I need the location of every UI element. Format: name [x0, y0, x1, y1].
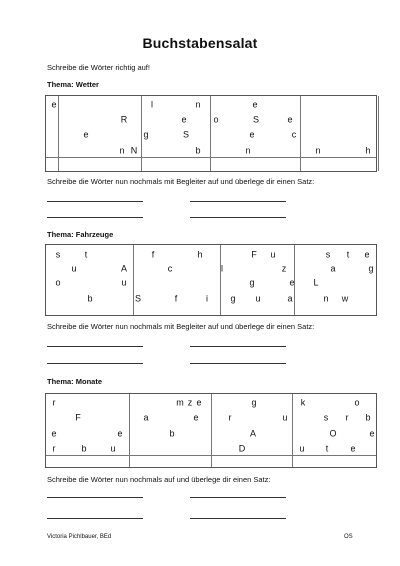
scrambled-letter: D [238, 443, 246, 454]
scrambled-letter: a [143, 412, 149, 423]
theme-heading-fahrzeuge: Thema: Fahrzeuge [47, 230, 114, 239]
grid-row-divider [46, 157, 376, 158]
scrambled-letter: g [143, 129, 149, 140]
scrambled-letter: h [197, 249, 203, 260]
scrambled-letter: F [251, 249, 257, 260]
scrambled-letter: e [51, 428, 57, 439]
scrambled-letter: g [230, 293, 236, 304]
scrambled-letter: N [130, 145, 138, 156]
scrambled-letter: e [289, 277, 295, 288]
grid-row-divider [46, 455, 376, 456]
scrambled-letter: n [245, 145, 251, 156]
scrambled-letter: l [221, 263, 223, 274]
scrambled-letter: u [299, 443, 305, 454]
scrambled-letter: e [51, 99, 57, 110]
scrambled-letter: o [354, 397, 360, 408]
scrambled-letter: n [323, 293, 329, 304]
scrambled-letter: e [252, 99, 258, 110]
scrambled-letter: u [255, 293, 261, 304]
scrambled-letter: t [325, 443, 329, 454]
scrambled-letter: l [151, 99, 153, 110]
grid-column-divider [129, 394, 130, 467]
intro-instruction: Schreibe die Wörter richtig auf! [47, 63, 150, 72]
answer-line[interactable] [190, 201, 286, 202]
letter-grid-wetter [45, 95, 377, 172]
answer-line[interactable] [47, 518, 143, 519]
scrambled-letter: S [182, 129, 190, 140]
scrambled-letter: w [341, 293, 349, 304]
scrambled-letter: r [228, 412, 232, 423]
letter-grid-monate [45, 393, 377, 468]
scrambled-letter: e [193, 412, 199, 423]
answer-line[interactable] [190, 497, 286, 498]
answer-line[interactable] [47, 346, 143, 347]
scrambled-letter: e [249, 129, 255, 140]
scrambled-letter: o [55, 277, 61, 288]
scrambled-letter: r [345, 412, 349, 423]
grid-column-divider [210, 96, 211, 171]
scrambled-letter: O [329, 428, 337, 439]
scrambled-letter: b [195, 145, 201, 156]
scrambled-letter: e [364, 249, 370, 260]
scrambled-letter: s [323, 412, 329, 423]
scrambled-letter: b [81, 443, 87, 454]
scrambled-letter: g [251, 397, 257, 408]
scrambled-letter: g [368, 263, 374, 274]
scrambled-letter: z [187, 397, 193, 408]
answer-line[interactable] [190, 217, 286, 218]
scrambled-letter: e [196, 397, 202, 408]
grid-column-divider [133, 245, 134, 315]
scrambled-letter: h [365, 145, 371, 156]
grid-column-divider [300, 96, 301, 171]
scrambled-letter: e [181, 114, 187, 125]
scrambled-letter: n [119, 145, 125, 156]
scrambled-letter: i [206, 293, 208, 304]
scrambled-letter: b [365, 412, 371, 423]
scrambled-letter: f [151, 249, 155, 260]
scrambled-letter: a [330, 263, 336, 274]
scrambled-letter: g [249, 277, 255, 288]
scrambled-letter: f [174, 293, 178, 304]
scrambled-letter: o [213, 114, 219, 125]
scrambled-letter: F [75, 412, 81, 423]
instruction-monate: Schreibe die Wörter nun nochmals auf und überlege dir einen Satz: [47, 475, 271, 484]
scrambled-letter: s [325, 249, 331, 260]
scrambled-letter: z [281, 263, 287, 274]
scrambled-letter: u [71, 263, 77, 274]
scrambled-letter: e [117, 428, 123, 439]
answer-line[interactable] [47, 363, 143, 364]
scrambled-letter: u [282, 412, 288, 423]
scrambled-letter: S [134, 293, 142, 304]
worksheet-title: Buchstabensalat [142, 35, 258, 51]
scrambled-letter: t [84, 249, 88, 260]
footer-author: Victoria Pichlbauer, BEd [47, 534, 112, 540]
scrambled-letter: r [52, 443, 56, 454]
scrambled-letter: n [195, 99, 201, 110]
scrambled-letter: e [287, 114, 293, 125]
scrambled-letter: c [167, 263, 173, 274]
instruction-fahrzeuge: Schreibe die Wörter nun nochmals mit Begleiter auf und überlege dir einen Satz: [47, 322, 315, 331]
scrambled-letter: b [169, 428, 175, 439]
theme-heading-monate: Thema: Monate [47, 377, 103, 386]
footer-level: OS [344, 534, 353, 540]
answer-line[interactable] [47, 217, 143, 218]
scrambled-letter: n [315, 145, 321, 156]
scrambled-letter: u [110, 443, 116, 454]
scrambled-letter: a [287, 293, 293, 304]
scrambled-letter: u [121, 277, 127, 288]
answer-line[interactable] [190, 346, 286, 347]
scrambled-letter: e [350, 443, 356, 454]
grid-column-divider [58, 96, 59, 171]
scrambled-letter: A [249, 428, 257, 439]
theme-heading-wetter: Thema: Wetter [47, 80, 99, 89]
scrambled-letter: e [369, 428, 375, 439]
scrambled-letter: L [313, 277, 319, 288]
answer-line[interactable] [190, 363, 286, 364]
scrambled-letter: t [346, 249, 350, 260]
scrambled-letter: e [83, 129, 89, 140]
scrambled-letter: r [52, 397, 56, 408]
scrambled-letter: c [291, 129, 297, 140]
grid-column-divider [292, 394, 293, 467]
scrambled-letter: S [252, 114, 260, 125]
scrambled-letter: R [120, 114, 128, 125]
scrambled-letter: u [270, 249, 276, 260]
scrambled-letter: m [176, 397, 184, 408]
grid-column-divider [378, 96, 379, 171]
scrambled-letter: s [55, 249, 61, 260]
answer-line[interactable] [190, 518, 286, 519]
grid-column-divider [211, 394, 212, 467]
answer-line[interactable] [47, 201, 143, 202]
scrambled-letter: k [300, 397, 306, 408]
letter-grid-fahrzeuge [45, 244, 377, 316]
scrambled-letter: A [120, 263, 128, 274]
grid-column-divider [220, 245, 221, 315]
grid-column-divider [141, 96, 142, 171]
scrambled-letter: b [87, 293, 93, 304]
instruction-wetter: Schreibe die Wörter nun nochmals mit Begleiter auf und überlege dir einen Satz: [47, 177, 315, 186]
answer-line[interactable] [47, 497, 143, 498]
